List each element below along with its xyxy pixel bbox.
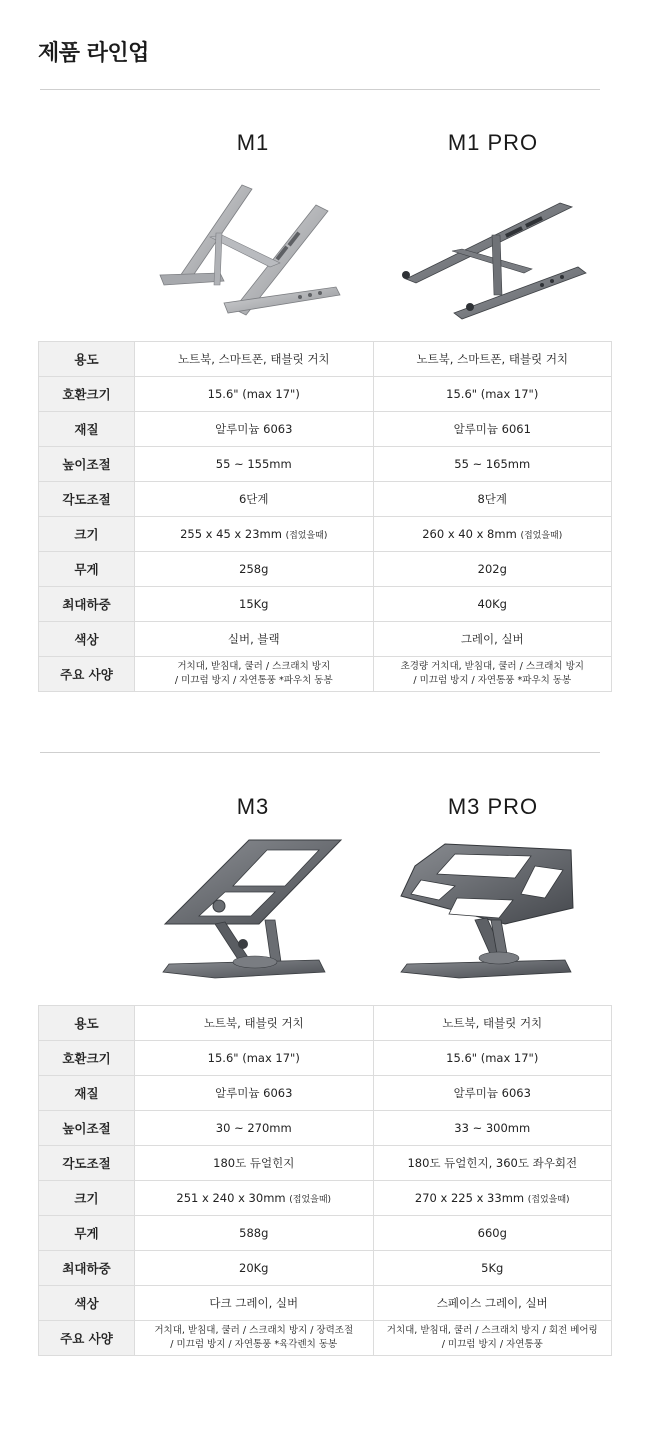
spec-value bbox=[373, 377, 612, 412]
spec-value-text: 55 ~ 165mm bbox=[454, 457, 531, 471]
spec-row bbox=[39, 377, 612, 412]
spec-value bbox=[135, 377, 374, 412]
spec-value-text: 15.6" (max 17") bbox=[207, 1051, 300, 1065]
spec-label: 재질 bbox=[39, 412, 135, 447]
model-name-m1: M1 bbox=[236, 130, 270, 155]
spec-value bbox=[373, 412, 612, 447]
spec-label: 주요 사양 bbox=[39, 1321, 135, 1356]
m3-product-image bbox=[155, 836, 355, 982]
spec-value-line: 초경량 거치대, 받침대, 쿨러 / 스크래치 방지 bbox=[400, 661, 584, 672]
divider bbox=[40, 89, 600, 90]
model-name-m3-pro: M3 PRO bbox=[447, 794, 539, 819]
spec-value-text: 180도 듀얼힌지 bbox=[213, 1156, 295, 1170]
spec-value bbox=[135, 1146, 374, 1181]
m1-pro-product-image bbox=[392, 195, 592, 325]
spec-label: 호환크기 bbox=[39, 377, 135, 412]
spec-value bbox=[135, 1321, 374, 1356]
spec-value bbox=[135, 1041, 374, 1076]
spec-value-text: 8단계 bbox=[477, 492, 508, 506]
spec-value-text: 180도 듀얼힌지, 360도 좌우회전 bbox=[407, 1156, 578, 1170]
spec-value bbox=[373, 1181, 612, 1216]
spec-label: 높이조절 bbox=[39, 447, 135, 482]
spec-value bbox=[135, 1251, 374, 1286]
spec-value bbox=[373, 1006, 612, 1041]
spec-value bbox=[135, 552, 374, 587]
spec-label: 크기 bbox=[39, 1181, 135, 1216]
spec-value-line: / 미끄럼 방지 / 자연통풍 *파우치 동봉 bbox=[174, 675, 333, 686]
spec-value-text: 노트북, 스마트폰, 태블릿 거치 bbox=[416, 352, 569, 366]
spec-row bbox=[39, 587, 612, 622]
spec-row bbox=[39, 1146, 612, 1181]
spec-value-text: 588g bbox=[239, 1226, 269, 1240]
spec-value-text: 202g bbox=[477, 562, 507, 576]
spec-value bbox=[373, 482, 612, 517]
spec-label: 호환크기 bbox=[39, 1041, 135, 1076]
spec-value-text: 270 x 225 x 33mm bbox=[414, 1191, 525, 1205]
model-name-m3: M3 bbox=[236, 794, 270, 819]
spec-value-line: 거치대, 받침대, 쿨러 / 스크래치 방지 / 회전 베어링 bbox=[386, 1325, 598, 1336]
spec-row bbox=[39, 412, 612, 447]
spec-value-text: 6단계 bbox=[238, 492, 269, 506]
spec-value-note: (접었을때) bbox=[285, 531, 328, 541]
spec-value bbox=[373, 1286, 612, 1321]
spec-value bbox=[135, 342, 374, 377]
spec-value-text: 스페이스 그레이, 실버 bbox=[436, 1296, 548, 1310]
spec-value bbox=[135, 587, 374, 622]
spec-value-note: (접었을때) bbox=[527, 1195, 570, 1205]
spec-value bbox=[135, 1006, 374, 1041]
spec-row bbox=[39, 1006, 612, 1041]
spec-value-text: 15.6" (max 17") bbox=[446, 387, 539, 401]
spec-row bbox=[39, 552, 612, 587]
model-name-m1-pro: M1 PRO bbox=[447, 130, 539, 155]
divider bbox=[40, 752, 600, 753]
spec-value bbox=[373, 1251, 612, 1286]
spec-value bbox=[373, 447, 612, 482]
spec-value bbox=[373, 517, 612, 552]
spec-value bbox=[373, 1111, 612, 1146]
spec-value-text: 노트북, 태블릿 거치 bbox=[203, 1016, 304, 1030]
spec-value bbox=[373, 342, 612, 377]
spec-row bbox=[39, 1076, 612, 1111]
spec-label: 무게 bbox=[39, 1216, 135, 1251]
spec-value bbox=[373, 552, 612, 587]
spec-value-text: 15.6" (max 17") bbox=[446, 1051, 539, 1065]
spec-value bbox=[135, 482, 374, 517]
spec-row bbox=[39, 622, 612, 657]
spec-value-text: 다크 그레이, 실버 bbox=[209, 1296, 299, 1310]
spec-row bbox=[39, 342, 612, 377]
spec-label: 색상 bbox=[39, 1286, 135, 1321]
spec-value-text: 그레이, 실버 bbox=[460, 632, 524, 646]
spec-label: 주요 사양 bbox=[39, 657, 135, 692]
spec-row bbox=[39, 447, 612, 482]
spec-label: 크기 bbox=[39, 517, 135, 552]
spec-row bbox=[39, 482, 612, 517]
spec-label: 최대하중 bbox=[39, 1251, 135, 1286]
spec-value-line: 거치대, 받침대, 쿨러 / 스크래치 방지 bbox=[177, 661, 331, 672]
spec-value-text: 30 ~ 270mm bbox=[215, 1121, 292, 1135]
spec-value bbox=[135, 1286, 374, 1321]
spec-value-note: (접었을때) bbox=[520, 531, 563, 541]
spec-value-text: 알루미늄 6063 bbox=[215, 1086, 293, 1100]
spec-value-text: 40Kg bbox=[477, 597, 507, 611]
spec-value-text: 알루미늄 6063 bbox=[215, 422, 293, 436]
spec-value bbox=[135, 1076, 374, 1111]
spec-row bbox=[39, 1286, 612, 1321]
spec-label: 용도 bbox=[39, 342, 135, 377]
spec-table-m1 bbox=[38, 341, 612, 692]
spec-value bbox=[373, 657, 612, 692]
spec-label: 높이조절 bbox=[39, 1111, 135, 1146]
spec-label: 색상 bbox=[39, 622, 135, 657]
spec-value bbox=[135, 517, 374, 552]
spec-label: 각도조절 bbox=[39, 1146, 135, 1181]
spec-value-text: 15Kg bbox=[239, 597, 269, 611]
spec-value-text: 알루미늄 6061 bbox=[453, 422, 531, 436]
spec-value-text: 660g bbox=[477, 1226, 507, 1240]
spec-value-text: 251 x 240 x 30mm bbox=[176, 1191, 286, 1205]
spec-table-m3 bbox=[38, 1005, 612, 1356]
spec-value-text: 258g bbox=[239, 562, 269, 576]
spec-value-text: 55 ~ 155mm bbox=[215, 457, 292, 471]
spec-value-line: / 미끄럼 방지 / 자연통풍 *파우치 동봉 bbox=[413, 675, 572, 686]
spec-label: 용도 bbox=[39, 1006, 135, 1041]
spec-value-text: 노트북, 태블릿 거치 bbox=[442, 1016, 543, 1030]
spec-value bbox=[135, 447, 374, 482]
spec-value bbox=[135, 1181, 374, 1216]
spec-label: 각도조절 bbox=[39, 482, 135, 517]
spec-value bbox=[373, 1321, 612, 1356]
spec-row bbox=[39, 1251, 612, 1286]
spec-value bbox=[373, 587, 612, 622]
spec-value-text: 실버, 블랙 bbox=[227, 632, 280, 646]
spec-row bbox=[39, 657, 612, 692]
spec-value-text: 255 x 45 x 23mm bbox=[180, 527, 282, 541]
spec-label: 재질 bbox=[39, 1076, 135, 1111]
spec-value-text: 33 ~ 300mm bbox=[454, 1121, 531, 1135]
spec-label: 최대하중 bbox=[39, 587, 135, 622]
spec-value bbox=[135, 1216, 374, 1251]
spec-value-text: 260 x 40 x 8mm bbox=[422, 527, 517, 541]
spec-value-text: 20Kg bbox=[239, 1261, 269, 1275]
spec-value bbox=[135, 412, 374, 447]
spec-value bbox=[373, 622, 612, 657]
spec-value-text: 15.6" (max 17") bbox=[207, 387, 300, 401]
spec-row bbox=[39, 1111, 612, 1146]
spec-value bbox=[373, 1041, 612, 1076]
spec-value bbox=[373, 1076, 612, 1111]
spec-value-line: / 미끄럼 방지 / 자연통풍 *육각렌치 동봉 bbox=[170, 1339, 338, 1350]
spec-row bbox=[39, 517, 612, 552]
spec-value-line: 거치대, 받침대, 쿨러 / 스크래치 방지 / 장력조절 bbox=[154, 1325, 354, 1336]
spec-value-line: / 미끄럼 방지 / 자연통풍 bbox=[441, 1339, 543, 1350]
spec-value bbox=[135, 622, 374, 657]
spec-row bbox=[39, 1181, 612, 1216]
spec-value-text: 노트북, 스마트폰, 태블릿 거치 bbox=[177, 352, 330, 366]
spec-label: 무게 bbox=[39, 552, 135, 587]
spec-value bbox=[373, 1216, 612, 1251]
m3-pro-product-image bbox=[395, 836, 585, 982]
spec-value-note: (접었을때) bbox=[289, 1195, 332, 1205]
spec-value bbox=[373, 1146, 612, 1181]
page-title: 제품 라인업 bbox=[38, 41, 149, 66]
m1-product-image bbox=[150, 175, 350, 325]
spec-value-text: 5Kg bbox=[481, 1261, 504, 1275]
spec-value bbox=[135, 657, 374, 692]
spec-row bbox=[39, 1216, 612, 1251]
spec-row bbox=[39, 1041, 612, 1076]
spec-row bbox=[39, 1321, 612, 1356]
spec-value-text: 알루미늄 6063 bbox=[453, 1086, 531, 1100]
spec-value bbox=[135, 1111, 374, 1146]
